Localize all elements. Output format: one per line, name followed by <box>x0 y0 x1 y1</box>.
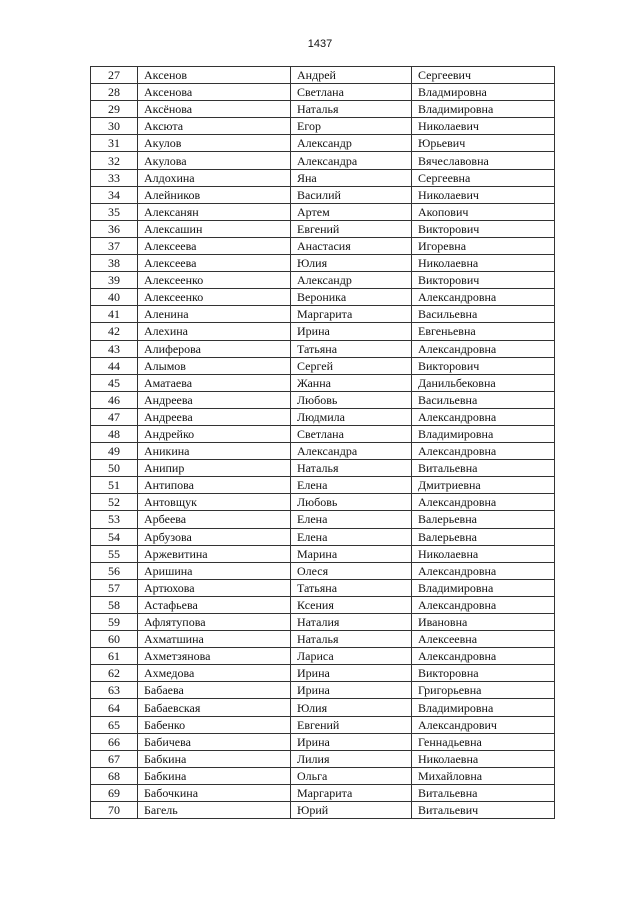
table-row <box>91 477 555 494</box>
patronymic-cell: Григорьевна <box>412 682 555 699</box>
table-row <box>91 84 555 101</box>
first-name-cell: Ирина <box>291 665 412 682</box>
last-name-cell: Бабаевская <box>138 699 291 716</box>
last-name-cell: Арбузова <box>138 528 291 545</box>
patronymic-cell: Данильбековна <box>412 374 555 391</box>
last-name-cell: Алексашин <box>138 220 291 237</box>
patronymic-cell: Ивановна <box>412 614 555 631</box>
table-row <box>91 425 555 442</box>
first-name-cell: Евгений <box>291 220 412 237</box>
first-name-cell: Маргарита <box>291 306 412 323</box>
row-number-cell: 29 <box>91 101 138 118</box>
last-name-cell: Афлятупова <box>138 614 291 631</box>
patronymic-cell: Александровна <box>412 562 555 579</box>
first-name-cell: Марина <box>291 545 412 562</box>
first-name-cell: Любовь <box>291 391 412 408</box>
last-name-cell: Артюхова <box>138 579 291 596</box>
last-name-cell: Алексеева <box>138 237 291 254</box>
row-number-cell: 59 <box>91 614 138 631</box>
last-name-cell: Антовщук <box>138 494 291 511</box>
last-name-cell: Бабкина <box>138 767 291 784</box>
names-table <box>90 66 555 819</box>
last-name-cell: Аришина <box>138 562 291 579</box>
last-name-cell: Бабкина <box>138 750 291 767</box>
first-name-cell: Наталья <box>291 460 412 477</box>
table-row <box>91 460 555 477</box>
patronymic-cell: Владимировна <box>412 425 555 442</box>
first-name-cell: Олеся <box>291 562 412 579</box>
table-row <box>91 306 555 323</box>
table-row <box>91 374 555 391</box>
patronymic-cell: Валерьевна <box>412 528 555 545</box>
row-number-cell: 52 <box>91 494 138 511</box>
first-name-cell: Александр <box>291 135 412 152</box>
first-name-cell: Александр <box>291 272 412 289</box>
row-number-cell: 36 <box>91 220 138 237</box>
table-row <box>91 784 555 801</box>
first-name-cell: Яна <box>291 169 412 186</box>
first-name-cell: Любовь <box>291 494 412 511</box>
table-row <box>91 152 555 169</box>
last-name-cell: Аматаева <box>138 374 291 391</box>
first-name-cell: Ольга <box>291 767 412 784</box>
last-name-cell: Акулова <box>138 152 291 169</box>
table-row <box>91 391 555 408</box>
last-name-cell: Аленина <box>138 306 291 323</box>
row-number-cell: 45 <box>91 374 138 391</box>
table-row <box>91 340 555 357</box>
row-number-cell: 57 <box>91 579 138 596</box>
first-name-cell: Маргарита <box>291 784 412 801</box>
first-name-cell: Василий <box>291 186 412 203</box>
table-row <box>91 545 555 562</box>
first-name-cell: Елена <box>291 528 412 545</box>
patronymic-cell: Вячеславовна <box>412 152 555 169</box>
last-name-cell: Бабенко <box>138 716 291 733</box>
table-row <box>91 443 555 460</box>
first-name-cell: Александра <box>291 152 412 169</box>
table-row <box>91 118 555 135</box>
patronymic-cell: Васильевна <box>412 391 555 408</box>
table-row <box>91 699 555 716</box>
table-row <box>91 716 555 733</box>
row-number-cell: 56 <box>91 562 138 579</box>
row-number-cell: 51 <box>91 477 138 494</box>
first-name-cell: Ксения <box>291 596 412 613</box>
row-number-cell: 63 <box>91 682 138 699</box>
patronymic-cell: Михайловна <box>412 767 555 784</box>
row-number-cell: 55 <box>91 545 138 562</box>
last-name-cell: Багель <box>138 802 291 819</box>
table-row <box>91 289 555 306</box>
row-number-cell: 48 <box>91 425 138 442</box>
table-row <box>91 255 555 272</box>
first-name-cell: Татьяна <box>291 579 412 596</box>
row-number-cell: 27 <box>91 67 138 84</box>
last-name-cell: Астафьева <box>138 596 291 613</box>
row-number-cell: 64 <box>91 699 138 716</box>
row-number-cell: 37 <box>91 237 138 254</box>
row-number-cell: 42 <box>91 323 138 340</box>
patronymic-cell: Валерьевна <box>412 511 555 528</box>
page-number: 1437 <box>307 38 333 50</box>
first-name-cell: Елена <box>291 477 412 494</box>
patronymic-cell: Александровна <box>412 289 555 306</box>
first-name-cell: Наталья <box>291 631 412 648</box>
patronymic-cell: Викторович <box>412 272 555 289</box>
patronymic-cell: Владимировна <box>412 699 555 716</box>
table-row <box>91 665 555 682</box>
patronymic-cell: Николаевна <box>412 750 555 767</box>
patronymic-cell: Александровна <box>412 408 555 425</box>
last-name-cell: Алейников <box>138 186 291 203</box>
row-number-cell: 67 <box>91 750 138 767</box>
row-number-cell: 35 <box>91 203 138 220</box>
row-number-cell: 62 <box>91 665 138 682</box>
patronymic-cell: Геннадьевна <box>412 733 555 750</box>
first-name-cell: Жанна <box>291 374 412 391</box>
first-name-cell: Ирина <box>291 682 412 699</box>
patronymic-cell: Александрович <box>412 716 555 733</box>
last-name-cell: Андреева <box>138 408 291 425</box>
row-number-cell: 61 <box>91 648 138 665</box>
table-row <box>91 408 555 425</box>
last-name-cell: Андрейко <box>138 425 291 442</box>
patronymic-cell: Сергеевна <box>412 169 555 186</box>
first-name-cell: Ирина <box>291 733 412 750</box>
patronymic-cell: Викторович <box>412 357 555 374</box>
row-number-cell: 53 <box>91 511 138 528</box>
last-name-cell: Алексанян <box>138 203 291 220</box>
patronymic-cell: Александровна <box>412 494 555 511</box>
last-name-cell: Арбеева <box>138 511 291 528</box>
table-row <box>91 186 555 203</box>
first-name-cell: Юлия <box>291 255 412 272</box>
patronymic-cell: Александровна <box>412 340 555 357</box>
row-number-cell: 31 <box>91 135 138 152</box>
row-number-cell: 68 <box>91 767 138 784</box>
table-row <box>91 614 555 631</box>
table-row <box>91 220 555 237</box>
patronymic-cell: Витальевна <box>412 460 555 477</box>
first-name-cell: Светлана <box>291 84 412 101</box>
patronymic-cell: Васильевна <box>412 306 555 323</box>
table-row <box>91 596 555 613</box>
last-name-cell: Алдохина <box>138 169 291 186</box>
patronymic-cell: Викторовна <box>412 665 555 682</box>
table-row <box>91 682 555 699</box>
table-row <box>91 528 555 545</box>
table-row <box>91 203 555 220</box>
row-number-cell: 65 <box>91 716 138 733</box>
last-name-cell: Андреева <box>138 391 291 408</box>
last-name-cell: Аникина <box>138 443 291 460</box>
first-name-cell: Сергей <box>291 357 412 374</box>
first-name-cell: Александра <box>291 443 412 460</box>
first-name-cell: Егор <box>291 118 412 135</box>
last-name-cell: Бабаева <box>138 682 291 699</box>
row-number-cell: 60 <box>91 631 138 648</box>
patronymic-cell: Александровна <box>412 443 555 460</box>
patronymic-cell: Николаевич <box>412 118 555 135</box>
first-name-cell: Наталья <box>291 101 412 118</box>
patronymic-cell: Игоревна <box>412 237 555 254</box>
row-number-cell: 39 <box>91 272 138 289</box>
first-name-cell: Елена <box>291 511 412 528</box>
first-name-cell: Светлана <box>291 425 412 442</box>
last-name-cell: Аксюта <box>138 118 291 135</box>
row-number-cell: 50 <box>91 460 138 477</box>
last-name-cell: Анипир <box>138 460 291 477</box>
patronymic-cell: Витальевна <box>412 784 555 801</box>
table-row <box>91 648 555 665</box>
last-name-cell: Бабичева <box>138 733 291 750</box>
table-row <box>91 494 555 511</box>
row-number-cell: 34 <box>91 186 138 203</box>
patronymic-cell: Николаевна <box>412 255 555 272</box>
table-row <box>91 511 555 528</box>
row-number-cell: 43 <box>91 340 138 357</box>
patronymic-cell: Евгеньевна <box>412 323 555 340</box>
first-name-cell: Лариса <box>291 648 412 665</box>
row-number-cell: 28 <box>91 84 138 101</box>
last-name-cell: Акулов <box>138 135 291 152</box>
row-number-cell: 46 <box>91 391 138 408</box>
last-name-cell: Аксенова <box>138 84 291 101</box>
patronymic-cell: Александровна <box>412 596 555 613</box>
patronymic-cell: Витальевич <box>412 802 555 819</box>
last-name-cell: Алехина <box>138 323 291 340</box>
last-name-cell: Алексеева <box>138 255 291 272</box>
last-name-cell: Ахмедова <box>138 665 291 682</box>
row-number-cell: 49 <box>91 443 138 460</box>
row-number-cell: 41 <box>91 306 138 323</box>
first-name-cell: Андрей <box>291 67 412 84</box>
patronymic-cell: Владимировна <box>412 579 555 596</box>
first-name-cell: Артем <box>291 203 412 220</box>
table-row <box>91 272 555 289</box>
patronymic-cell: Сергеевич <box>412 67 555 84</box>
row-number-cell: 70 <box>91 802 138 819</box>
row-number-cell: 38 <box>91 255 138 272</box>
row-number-cell: 69 <box>91 784 138 801</box>
table-row <box>91 357 555 374</box>
row-number-cell: 33 <box>91 169 138 186</box>
first-name-cell: Людмила <box>291 408 412 425</box>
table-row <box>91 101 555 118</box>
table-row <box>91 750 555 767</box>
last-name-cell: Алымов <box>138 357 291 374</box>
table-row <box>91 237 555 254</box>
first-name-cell: Юрий <box>291 802 412 819</box>
last-name-cell: Антипова <box>138 477 291 494</box>
table-row <box>91 767 555 784</box>
first-name-cell: Анастасия <box>291 237 412 254</box>
patronymic-cell: Владмировна <box>412 84 555 101</box>
patronymic-cell: Николаевич <box>412 186 555 203</box>
table-row <box>91 562 555 579</box>
last-name-cell: Алексеенко <box>138 289 291 306</box>
patronymic-cell: Юрьевич <box>412 135 555 152</box>
table-row <box>91 67 555 84</box>
first-name-cell: Вероника <box>291 289 412 306</box>
row-number-cell: 32 <box>91 152 138 169</box>
first-name-cell: Евгений <box>291 716 412 733</box>
patronymic-cell: Николаевна <box>412 545 555 562</box>
table-row <box>91 323 555 340</box>
row-number-cell: 58 <box>91 596 138 613</box>
table-row <box>91 579 555 596</box>
last-name-cell: Бабочкина <box>138 784 291 801</box>
table-row <box>91 631 555 648</box>
table-row <box>91 802 555 819</box>
names-table-body <box>91 67 555 819</box>
row-number-cell: 47 <box>91 408 138 425</box>
last-name-cell: Аксёнова <box>138 101 291 118</box>
row-number-cell: 40 <box>91 289 138 306</box>
row-number-cell: 30 <box>91 118 138 135</box>
patronymic-cell: Акопович <box>412 203 555 220</box>
first-name-cell: Наталия <box>291 614 412 631</box>
table-row <box>91 169 555 186</box>
last-name-cell: Ахметзянова <box>138 648 291 665</box>
patronymic-cell: Александровна <box>412 648 555 665</box>
last-name-cell: Аржевитина <box>138 545 291 562</box>
last-name-cell: Алиферова <box>138 340 291 357</box>
row-number-cell: 66 <box>91 733 138 750</box>
patronymic-cell: Владимировна <box>412 101 555 118</box>
row-number-cell: 44 <box>91 357 138 374</box>
row-number-cell: 54 <box>91 528 138 545</box>
patronymic-cell: Дмитриевна <box>412 477 555 494</box>
patronymic-cell: Викторович <box>412 220 555 237</box>
patronymic-cell: Алексеевна <box>412 631 555 648</box>
first-name-cell: Лилия <box>291 750 412 767</box>
last-name-cell: Алексеенко <box>138 272 291 289</box>
last-name-cell: Ахматшина <box>138 631 291 648</box>
first-name-cell: Ирина <box>291 323 412 340</box>
table-row <box>91 135 555 152</box>
last-name-cell: Аксенов <box>138 67 291 84</box>
first-name-cell: Юлия <box>291 699 412 716</box>
table-row <box>91 733 555 750</box>
first-name-cell: Татьяна <box>291 340 412 357</box>
